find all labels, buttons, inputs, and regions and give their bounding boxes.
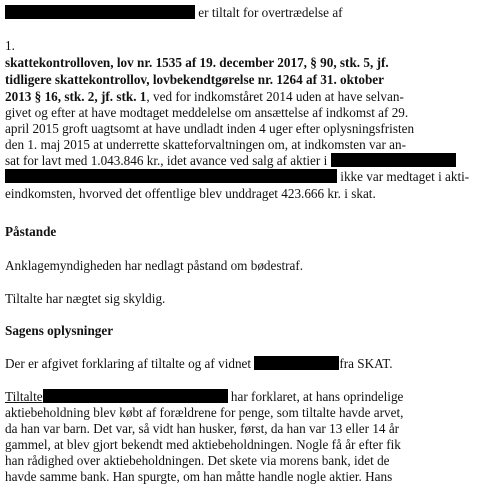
charge-number: 1. (5, 38, 15, 53)
tiltalte-line-5: han rådighed over aktiebeholdningen. Det skete via morens bank, idet de (5, 453, 390, 468)
pastande-paragraph-2: Tiltalte har nægtet sig skyldig. (5, 291, 166, 306)
charge-line-9: eindkomsten, hvorved det offentlige blev unddraget 423.666 kr. i skat. (5, 186, 376, 201)
redaction-block (43, 389, 228, 403)
oplysninger-paragraph-1 (5, 356, 393, 371)
tiltalte-line-1-tail: har forklaret, at hans oprindelige (230, 389, 404, 404)
tiltalte-line-3: da han var barn. Det var, så vidt han husker, først, da han var 13 eller 14 år (5, 421, 400, 436)
pastande-paragraph-1: Anklagemyndigheden har nedlagt påstand om bødestraf. (5, 258, 304, 273)
charge-line-8 (5, 169, 469, 184)
law-line-1: skattekontrolloven, lov nr. 1535 af 19. december 2017, § 90, stk. 5, jf. (5, 55, 389, 70)
tiltalte-line-4: gammel, at blev gjort bekendt med aktiebeholdningen. Nogle få år efter fik (5, 437, 401, 452)
intro-line (5, 5, 343, 20)
section-heading-pastande: Påstande (5, 224, 57, 239)
oplysninger-text-start: Der er afgivet forklaring af tiltalte og af vidnet (5, 356, 252, 371)
law-line-3-rest: , ved for indkomståret 2014 uden at have selvan- (146, 89, 404, 104)
law-line-3 (5, 89, 404, 104)
charge-line-7-text: sat for lavt med 1.043.846 kr., idet avance ved salg af aktier i (5, 153, 328, 168)
section-heading-oplysninger: Sagens oplysninger (5, 323, 114, 338)
law-line-2: tidligere skattekontrollov, lovbekendtgørelse nr. 1264 af 31. oktober (5, 72, 385, 87)
tiltalte-line-2: aktiebeholdning blev købt af forældrene for penge, som tiltalte havde arvet, (5, 405, 404, 420)
redaction-block (5, 169, 337, 183)
charge-line-6: den 1. maj 2015 at underrette skatteforvaltningen om, at indkomsten var an- (5, 137, 407, 152)
tiltalte-label: Tiltalte (5, 389, 43, 404)
oplysninger-text-end: fra SKAT. (339, 356, 393, 371)
charge-line-8-text: ikke var medtaget i akti- (340, 169, 470, 184)
charge-line-5: april 2015 groft uagtsomt at have undladt inden 4 uger efter oplysningsfristen (5, 121, 415, 136)
redaction-block (331, 153, 456, 167)
intro-text: er tiltalt for overtrædelse af (198, 5, 343, 20)
redaction-block (5, 5, 195, 19)
redaction-block (254, 356, 339, 370)
law-reference-bold: 2013 § 16, stk. 2, jf. stk. 1 (5, 89, 147, 104)
charge-line-4: givet og efter at have modtaget meddelelse om ansættelse af indkomst af 29. (5, 105, 409, 120)
charge-line-7 (5, 153, 456, 168)
tiltalte-line-6: havde samme bank. Han spurgte, om han måtte handle nogle aktier. Hans (5, 469, 393, 484)
tiltalte-line-1 (5, 389, 403, 404)
